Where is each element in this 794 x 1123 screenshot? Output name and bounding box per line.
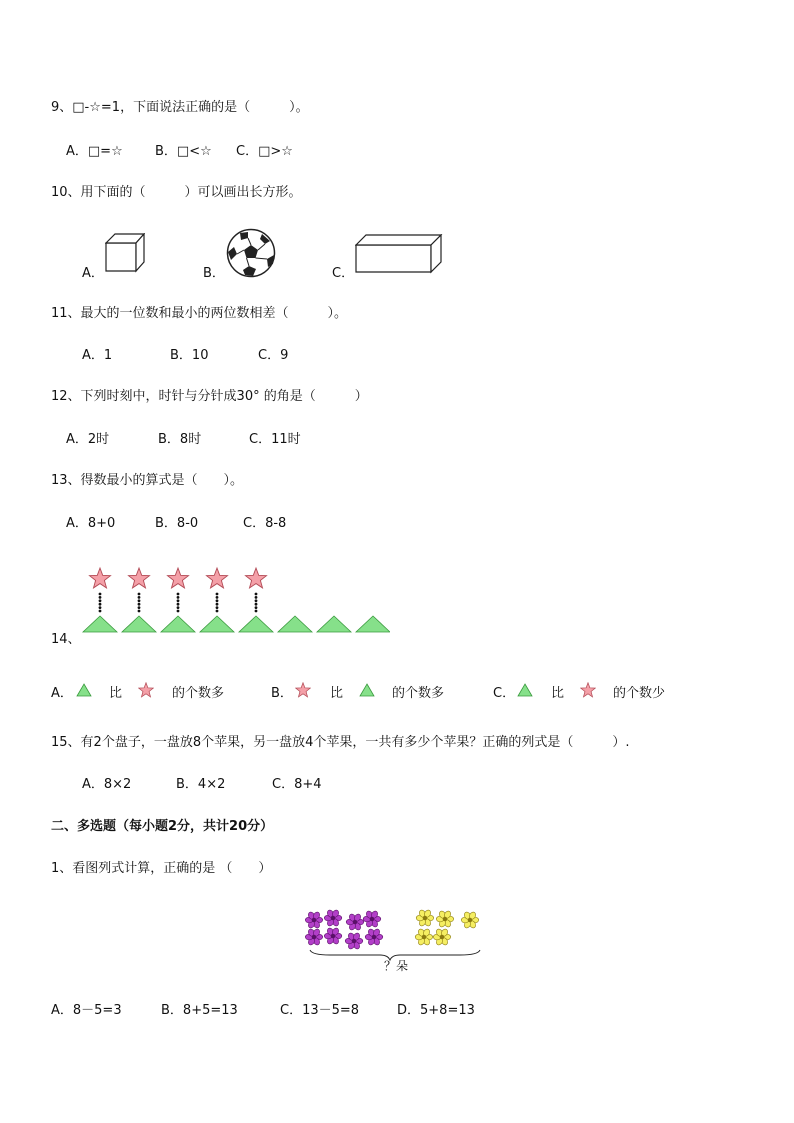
- q9-option-c[interactable]: C．□>☆: [236, 144, 293, 159]
- triangle: [161, 616, 195, 632]
- q15-option-b[interactable]: B．4×2: [176, 777, 226, 792]
- dot: [177, 606, 180, 609]
- dot: [255, 599, 258, 602]
- q9-option-a[interactable]: A．□=☆: [66, 144, 123, 159]
- q12-option-c[interactable]: C．11时: [249, 432, 301, 447]
- triangle-icon: [359, 683, 375, 697]
- dot: [138, 596, 141, 599]
- star-icon: [138, 682, 154, 698]
- flower: [433, 928, 450, 946]
- q12-stem: 12、下列时刻中，时针与分针成30° 的角是（ ）: [51, 389, 368, 404]
- flower: [305, 928, 322, 946]
- dot: [255, 606, 258, 609]
- star: [246, 568, 267, 588]
- m1-option-c[interactable]: C．13－5=8: [280, 1003, 360, 1018]
- dot: [177, 599, 180, 602]
- q12-option-a[interactable]: A．2时: [66, 432, 110, 447]
- soccer-ball-icon: [226, 228, 276, 278]
- star-icon: [295, 682, 311, 698]
- q11-option-c[interactable]: C．9: [258, 348, 289, 363]
- q13-option-a[interactable]: A．8+0: [66, 516, 116, 531]
- q14-option-c-suffix: 的个数少: [613, 686, 666, 701]
- triangle: [200, 616, 234, 632]
- q13-option-b[interactable]: B．8-0: [155, 516, 199, 531]
- dot: [177, 603, 180, 606]
- dot: [216, 596, 219, 599]
- flower: [461, 911, 478, 929]
- q14-option-b-bi: 比: [330, 686, 344, 701]
- m1-option-d[interactable]: D．5+8=13: [397, 1003, 475, 1018]
- dot: [138, 610, 141, 613]
- star-icon: [580, 682, 596, 698]
- q14-option-a-prefix[interactable]: A．: [51, 686, 73, 701]
- dot: [177, 596, 180, 599]
- q10-option-a[interactable]: A．: [82, 266, 104, 281]
- dot: [138, 606, 141, 609]
- brace-label: ？朵: [384, 959, 409, 973]
- dot: [138, 599, 141, 602]
- triangle: [122, 616, 156, 632]
- q14-option-c-prefix[interactable]: C．: [493, 686, 516, 701]
- q14-option-a-bi: 比: [109, 686, 123, 701]
- q14-option-b-prefix[interactable]: B．: [271, 686, 293, 701]
- q10-option-b[interactable]: B．: [203, 266, 225, 281]
- flower: [324, 927, 341, 945]
- q15-option-a[interactable]: A．8×2: [82, 777, 132, 792]
- triangle: [356, 616, 390, 632]
- q12-option-b[interactable]: B．8时: [158, 432, 202, 447]
- dot: [99, 603, 102, 606]
- star: [90, 568, 111, 588]
- dot: [216, 610, 219, 613]
- flower: [416, 909, 433, 927]
- m1-option-a[interactable]: A．8－5=3: [51, 1003, 122, 1018]
- flower: [365, 928, 383, 946]
- star: [207, 568, 228, 588]
- q11-stem: 11、最大的一位数和最小的两位数相差（ ）。: [51, 306, 348, 321]
- q14-option-b-suffix: 的个数多: [392, 686, 445, 701]
- flower: [436, 910, 453, 928]
- triangle: [83, 616, 117, 632]
- dot: [255, 610, 258, 613]
- dot: [216, 603, 219, 606]
- section-title: 二、多选题（每小题2分，共计20分）: [51, 819, 274, 834]
- q10-stem: 10、用下面的（ ）可以画出长方形。: [51, 185, 302, 200]
- cuboid-icon: [355, 234, 443, 274]
- dot: [177, 610, 180, 613]
- dot: [99, 596, 102, 599]
- m1-stem: 1、看图列式计算，正确的是 （ ）: [51, 861, 272, 876]
- dot: [216, 593, 219, 596]
- q10-option-c[interactable]: C．: [332, 266, 355, 281]
- flower: [305, 911, 322, 929]
- q15-option-c[interactable]: C．8+4: [272, 777, 322, 792]
- m1-option-b[interactable]: B．8+5=13: [161, 1003, 238, 1018]
- dot: [177, 593, 180, 596]
- dot: [99, 599, 102, 602]
- q14-stem: 14、: [51, 632, 81, 647]
- q15-stem: 15、有2个盘子，一盘放8个苹果，另一盘放4个苹果，一共有多少个苹果？正确的列式是（ ）.: [51, 735, 630, 750]
- q14-option-c-bi: 比: [551, 686, 565, 701]
- dot: [255, 603, 258, 606]
- star: [168, 568, 189, 588]
- q13-stem: 13、得数最小的算式是（ ）。: [51, 473, 244, 488]
- q11-option-b[interactable]: B．10: [170, 348, 209, 363]
- q9-stem: 9、□-☆=1，下面说法正确的是（ ）。: [51, 100, 309, 115]
- dot: [99, 606, 102, 609]
- star: [129, 568, 150, 588]
- dot: [99, 593, 102, 596]
- triangle-icon: [517, 683, 533, 697]
- dot: [138, 603, 141, 606]
- flower: [415, 928, 432, 946]
- dot: [255, 593, 258, 596]
- q14-figure: [80, 566, 390, 638]
- dot: [99, 610, 102, 613]
- flower: [345, 932, 363, 950]
- cube-icon: [105, 233, 145, 273]
- triangle: [317, 616, 351, 632]
- dot: [255, 596, 258, 599]
- dot: [216, 599, 219, 602]
- dot: [216, 606, 219, 609]
- q13-option-c[interactable]: C．8-8: [243, 516, 287, 531]
- q14-option-a-suffix: 的个数多: [172, 686, 225, 701]
- q11-option-a[interactable]: A．1: [82, 348, 113, 363]
- flower: [324, 909, 341, 927]
- triangle-icon: [76, 683, 92, 697]
- flower: [346, 913, 364, 931]
- q9-option-b[interactable]: B．□<☆: [155, 144, 212, 159]
- flower: [363, 910, 381, 928]
- triangle: [239, 616, 273, 632]
- triangle: [278, 616, 312, 632]
- dot: [138, 593, 141, 596]
